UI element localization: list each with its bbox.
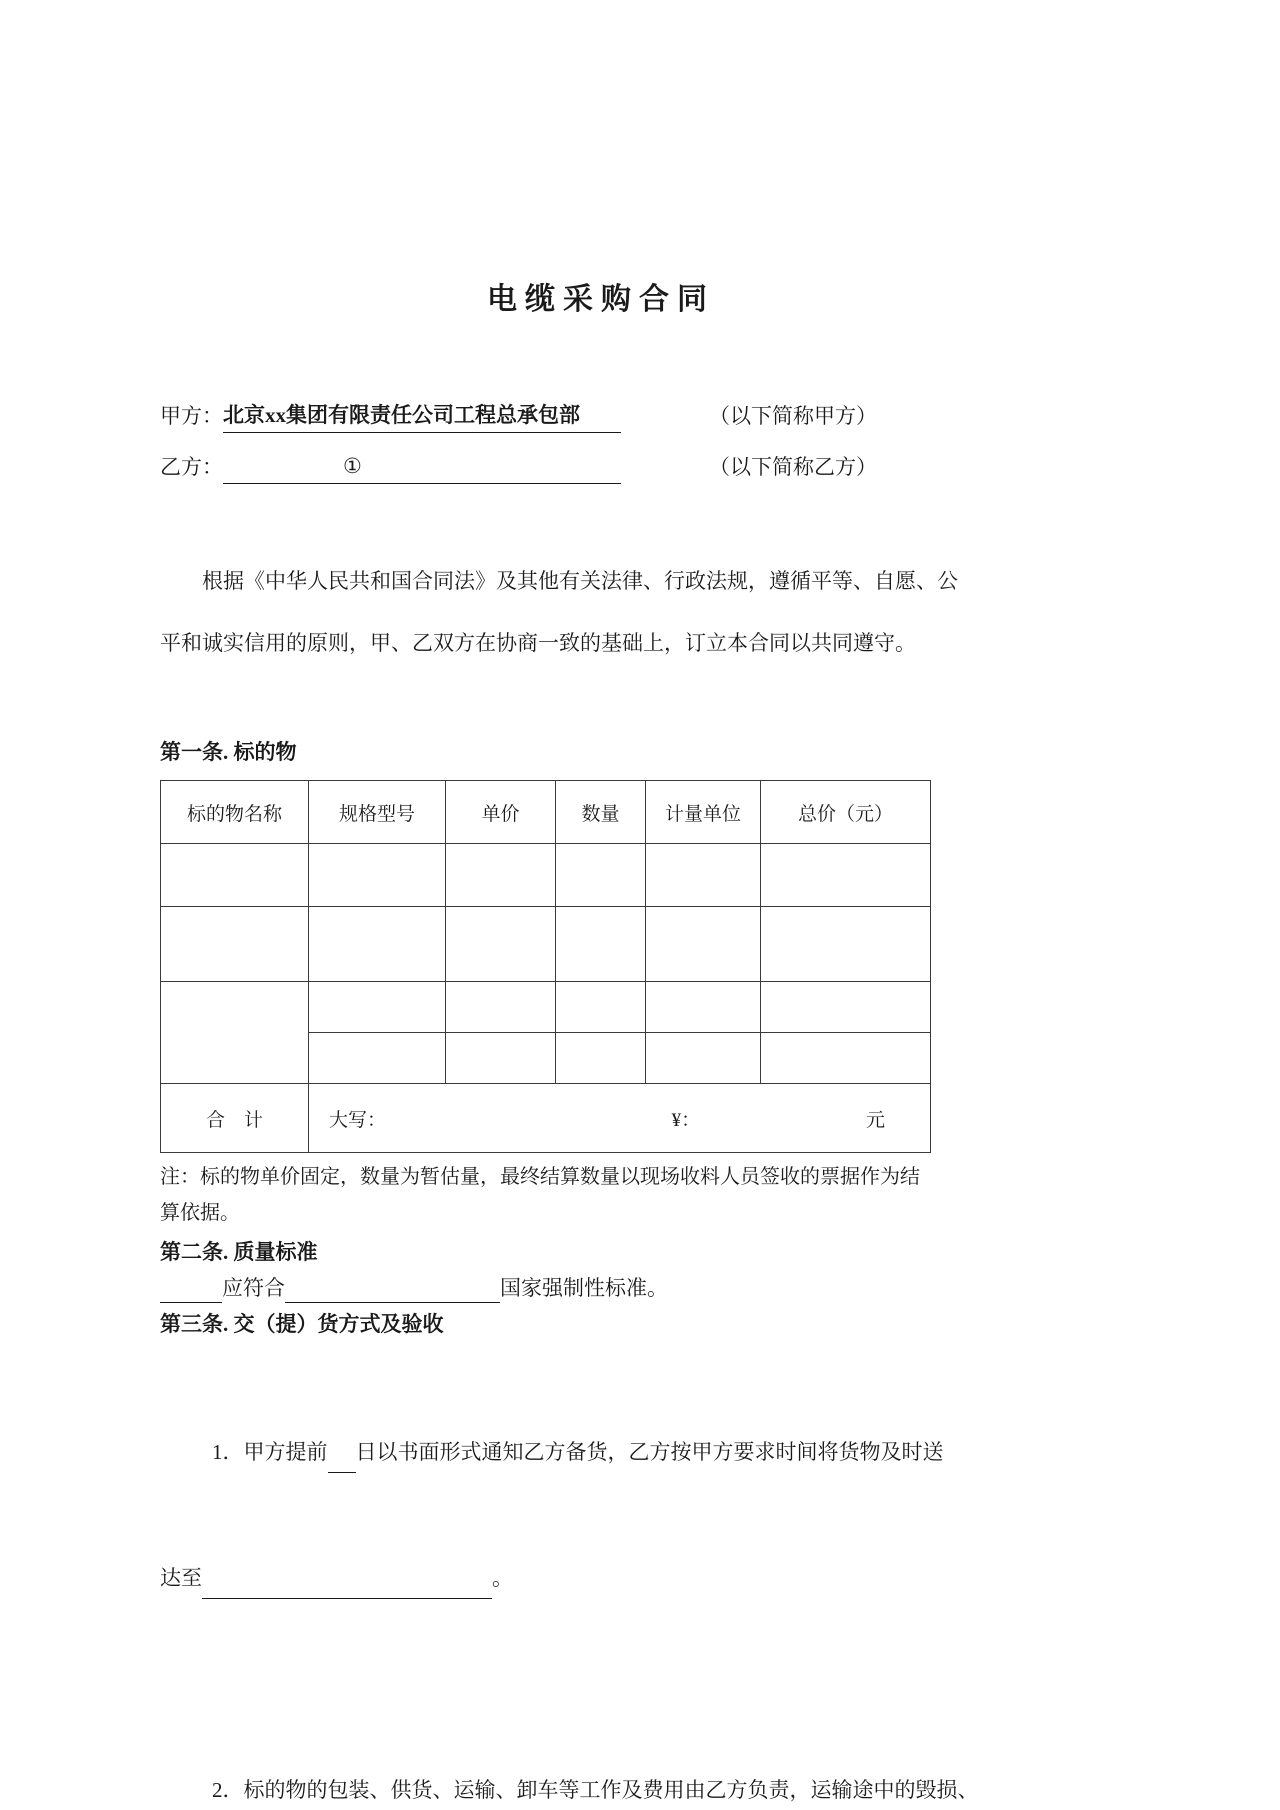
col-header-unit-price: 单价 (446, 781, 556, 844)
fill-in-blank (202, 1576, 492, 1599)
table-cell (446, 982, 556, 1033)
goods-table-header-row (161, 781, 931, 844)
table-cell (309, 1033, 446, 1084)
party-b-label: 乙方： (160, 455, 223, 479)
table-cell (646, 844, 761, 907)
party-a-value: 北京xx集团有限责任公司工程总承包部 (223, 398, 621, 433)
article3-item2 (160, 1685, 1042, 1810)
party-b-value-blank: ① (223, 449, 621, 484)
table-cell (556, 844, 646, 907)
table-cell (309, 844, 446, 907)
article3-heading: 第三条. 交（提）货方式及验收 (160, 1312, 444, 1336)
party-b-row (160, 449, 1042, 484)
table-cell (446, 844, 556, 907)
article1-heading: 第一条. 标的物 (160, 740, 297, 764)
document-title: 电缆采购合同 (487, 283, 715, 316)
goods-table-total-row (161, 1084, 931, 1153)
party-a-row (160, 398, 1042, 433)
table-note-line2: 算依据。 (160, 1202, 240, 1224)
item1-line2-period: 。 (492, 1566, 513, 1590)
table-cell (309, 982, 446, 1033)
table-cell (646, 982, 761, 1033)
table-cell (646, 1033, 761, 1084)
table-cell (556, 982, 646, 1033)
table-cell (556, 907, 646, 982)
table-cell (309, 907, 446, 982)
item1-text-1: 1．甲方提前 (212, 1440, 328, 1464)
col-header-item-name: 标的物名称 (161, 781, 309, 844)
preamble-line2: 平和诚实信用的原则，甲、乙双方在协商一致的基础上，订立本合同以共同遵守。 (160, 631, 916, 655)
table-cell (761, 907, 931, 982)
col-header-quantity: 数量 (556, 781, 646, 844)
fill-in-blank (285, 1280, 500, 1303)
table-cell (161, 982, 309, 1084)
preamble-line1: 根据《中华人民共和国合同法》及其他有关法律、行政法规，遵循平等、自愿、公 (202, 569, 958, 593)
party-b-note: （以下简称乙方） (709, 455, 877, 479)
article2-body (160, 1273, 1042, 1303)
party-a-label: 甲方： (160, 404, 223, 428)
goods-table-row (161, 982, 931, 1033)
item1-text-2: 日以书面形式通知乙方备货，乙方按甲方要求时间将货物及时送 (355, 1440, 944, 1464)
yuan-unit-label: 元 (865, 1109, 885, 1131)
article3-item1-line1 (160, 1431, 1042, 1473)
table-cell (646, 907, 761, 982)
goods-table-row (161, 907, 931, 982)
total-row-label: 合 计 (161, 1084, 309, 1153)
fill-in-blank (160, 1280, 222, 1303)
table-cell (556, 1033, 646, 1084)
table-note-line1: 注：标的物单价固定，数量为暂估量，最终结算数量以现场收料人员签收的票据作为结 (160, 1166, 920, 1188)
article3-item1 (160, 1347, 1042, 1683)
table-cell (161, 907, 309, 982)
fill-in-blank (328, 1450, 356, 1473)
party-a-note: （以下简称甲方） (709, 404, 877, 428)
preamble-paragraph (160, 550, 1042, 674)
table-cell (761, 982, 931, 1033)
item1-line2-text: 达至 (160, 1566, 202, 1590)
total-row-content (309, 1105, 930, 1132)
col-header-measure-unit: 计量单位 (646, 781, 761, 844)
col-header-total-price: 总价（元） (761, 781, 931, 844)
article3-item1-line2 (160, 1557, 1042, 1599)
article2-text-1: 应符合 (222, 1276, 285, 1300)
currency-symbol-label: ¥： (671, 1109, 701, 1131)
amount-in-words-label: 大写： (329, 1109, 387, 1131)
article2-heading: 第二条. 质量标准 (160, 1240, 318, 1264)
goods-table (160, 780, 931, 1153)
col-header-spec-model: 规格型号 (309, 781, 446, 844)
table-cell (446, 907, 556, 982)
goods-table-row (161, 844, 931, 907)
total-row-merged-cell (309, 1084, 931, 1153)
table-cell (446, 1033, 556, 1084)
table-cell (761, 1033, 931, 1084)
table-cell (761, 844, 931, 907)
article2-text-2: 国家强制性标准。 (500, 1276, 668, 1300)
article3-item2-line1: 2．标的物的包装、供货、运输、卸车等工作及费用由乙方负责，运输途中的毁损、 (212, 1778, 979, 1802)
table-note (160, 1159, 1042, 1231)
table-cell (161, 844, 309, 907)
